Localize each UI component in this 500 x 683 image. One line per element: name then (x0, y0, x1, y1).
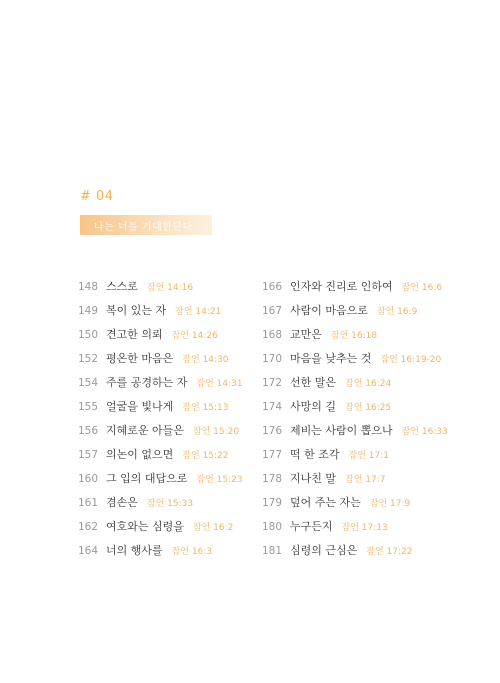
entry-title: 누구든지 (290, 520, 333, 533)
entry-title: 겸손은 (106, 496, 138, 509)
page-number: 155 (78, 401, 99, 413)
scripture-ref: 잠언 17:13 (341, 523, 388, 533)
toc-entry[interactable] (78, 542, 243, 566)
toc-right-column (262, 278, 448, 566)
scripture-ref: 잠언 16:6 (401, 283, 443, 293)
scripture-ref: 잠언 15:23 (196, 475, 243, 485)
toc-entry[interactable] (262, 374, 448, 398)
entry-title: 여호와는 심령을 (106, 520, 184, 533)
toc-entry[interactable] (78, 398, 243, 422)
scripture-ref: 잠언 16:24 (345, 379, 392, 389)
entry-title: 얼굴을 빛나게 (106, 400, 174, 413)
page-number: 181 (262, 545, 283, 557)
entry-title: 스스로 (106, 280, 138, 293)
page-number: 166 (262, 281, 283, 293)
entry-title: 교만은 (290, 328, 322, 341)
toc-entry[interactable] (78, 446, 243, 470)
toc-entry[interactable] (262, 302, 448, 326)
toc-entry[interactable] (262, 326, 448, 350)
page-number: 148 (78, 281, 99, 293)
entry-title: 의논이 없으면 (106, 448, 174, 461)
page-number: 170 (262, 353, 283, 365)
toc-entry[interactable] (78, 302, 243, 326)
scripture-ref: 잠언 14:31 (196, 379, 243, 389)
chapter-title-bar (80, 215, 212, 235)
entry-title: 사망의 길 (290, 400, 337, 413)
page-number: 180 (262, 521, 283, 533)
toc-entry[interactable] (262, 398, 448, 422)
page-number: 152 (78, 353, 99, 365)
toc-entry[interactable] (78, 350, 243, 374)
page-number: 174 (262, 401, 283, 413)
scripture-ref: 잠언 16:9 (376, 307, 418, 317)
scripture-ref: 잠언 15:20 (192, 427, 240, 437)
entry-title: 평온한 마음은 (106, 352, 174, 365)
page-number: 154 (78, 377, 99, 389)
page-number: 156 (78, 425, 99, 437)
scripture-ref: 잠언 16:18 (330, 331, 378, 341)
page-number: 177 (262, 449, 283, 461)
entry-title: 사람이 마음으로 (290, 304, 368, 317)
toc-entry[interactable] (262, 422, 448, 446)
scripture-ref: 잠언 17:9 (369, 499, 411, 509)
toc-entry[interactable] (262, 446, 448, 470)
toc-entry[interactable] (78, 422, 243, 446)
page-number: 149 (78, 305, 99, 317)
toc-entry[interactable] (78, 374, 243, 398)
entry-title: 지혜로운 아들은 (106, 424, 184, 437)
page-number: 179 (262, 497, 283, 509)
scripture-ref: 잠언 15:13 (182, 403, 229, 413)
scripture-ref: 잠언 14:21 (175, 307, 222, 317)
page-number: 178 (262, 473, 283, 485)
toc-entry[interactable] (78, 326, 243, 350)
chapter-title: 나는 너를 기대한단다 (94, 221, 193, 233)
entry-title: 주를 공경하는 자 (106, 376, 188, 389)
entry-title: 지나친 말 (290, 472, 337, 485)
toc-entry[interactable] (262, 278, 448, 302)
scripture-ref: 잠언 16:19-20 (380, 355, 442, 365)
scripture-ref: 잠언 14:30 (182, 355, 229, 365)
page-number: 160 (78, 473, 99, 485)
scripture-ref: 잠언 17:1 (348, 451, 389, 461)
scripture-ref: 잠언 16:3 (171, 547, 213, 557)
toc-entry[interactable] (78, 518, 243, 542)
page-number: 176 (262, 425, 283, 437)
toc-entry[interactable] (262, 470, 448, 494)
scripture-ref: 잠언 16:2 (192, 523, 234, 533)
entry-title: 그 입의 대답으로 (106, 472, 188, 485)
scripture-ref: 잠언 17:22 (366, 547, 413, 557)
entry-title: 덮어 주는 자는 (290, 496, 361, 509)
page-number: 161 (78, 497, 99, 509)
toc-entry[interactable] (78, 470, 243, 494)
scripture-ref: 잠언 14:26 (171, 331, 218, 341)
page-number: 167 (262, 305, 283, 317)
entry-title: 너의 행사를 (106, 544, 163, 557)
page-number: 162 (78, 521, 99, 533)
scripture-ref: 잠언 14:16 (146, 283, 194, 293)
page-number: 172 (262, 377, 283, 389)
scripture-ref: 잠언 15:22 (182, 451, 229, 461)
page-number: 150 (78, 329, 99, 341)
page-number: 157 (78, 449, 99, 461)
entry-title: 인자와 진리로 인하여 (290, 280, 393, 293)
chapter-number: # 04 (80, 189, 114, 204)
page-number: 164 (78, 545, 99, 557)
toc-entry[interactable] (78, 494, 243, 518)
toc-entry[interactable] (262, 542, 448, 566)
entry-title: 떡 한 조각 (290, 448, 340, 461)
toc-left-column (78, 278, 243, 566)
scripture-ref: 잠언 16:33 (401, 427, 448, 437)
scripture-ref: 잠언 15:33 (146, 499, 194, 509)
toc-entry[interactable] (262, 518, 448, 542)
entry-title: 선한 말은 (290, 376, 337, 389)
toc-entry[interactable] (78, 278, 243, 302)
scripture-ref: 잠언 16:25 (345, 403, 392, 413)
toc-entry[interactable] (262, 350, 448, 374)
entry-title: 심령의 근심은 (290, 544, 358, 557)
toc-entry[interactable] (262, 494, 448, 518)
scripture-ref: 잠언 17:7 (345, 475, 386, 485)
entry-title: 마음을 낮추는 것 (290, 352, 372, 365)
page-number: 168 (262, 329, 283, 341)
entry-title: 견고한 의뢰 (106, 328, 163, 341)
entry-title: 제비는 사람이 뽑으나 (290, 424, 393, 437)
entry-title: 복이 있는 자 (106, 304, 167, 317)
